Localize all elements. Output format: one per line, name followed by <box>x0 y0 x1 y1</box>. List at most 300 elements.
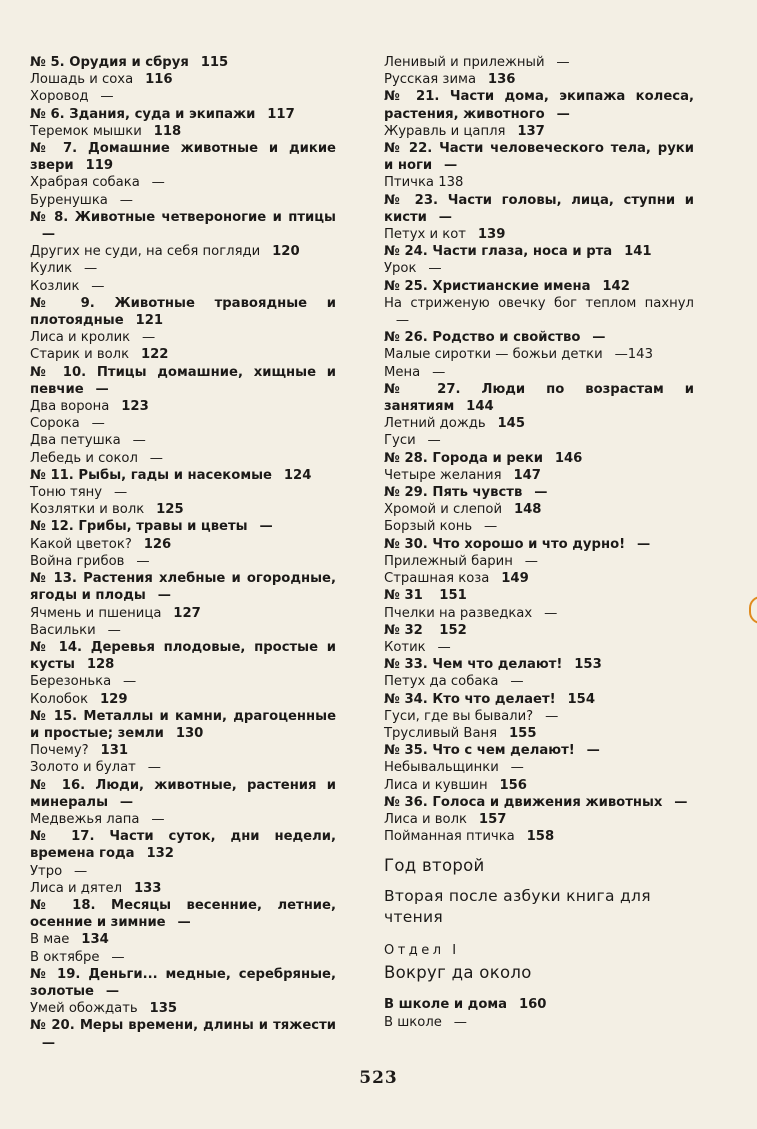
entry-number: № 16. <box>30 777 86 793</box>
entry-number: № 18. <box>30 897 96 913</box>
entry-title: Части дома, экипажа колеса, растения, животного <box>384 89 695 122</box>
toc-entry <box>384 725 694 742</box>
entry-title: Котик <box>384 639 426 655</box>
entry-page: 152 <box>439 622 467 638</box>
entry-page: 141 <box>624 244 652 260</box>
entry-page: 132 <box>146 846 174 862</box>
entry-title: Мена <box>384 364 421 380</box>
entry-dash: — <box>427 433 441 449</box>
entry-title: Города и реки <box>432 450 543 466</box>
entry-title: Лиса и кувшин <box>384 777 488 793</box>
entry-dash: — <box>84 261 98 277</box>
toc-entry <box>384 346 694 363</box>
entry-page: 125 <box>156 502 184 518</box>
toc-entry <box>384 536 694 553</box>
entry-title: В октябре <box>30 949 100 965</box>
margin-mark <box>749 596 757 624</box>
entry-title: Хромой и слепой <box>384 502 503 518</box>
toc-entry <box>30 570 336 604</box>
entry-title: Козлятки и волк <box>30 502 145 518</box>
entry-title: Животные четвероногие и птицы <box>74 209 336 225</box>
toc-entry <box>30 398 336 415</box>
page-number: 523 <box>359 1068 398 1088</box>
toc-entry <box>30 174 336 191</box>
toc-entry <box>30 71 336 88</box>
entry-dash: — <box>586 743 600 759</box>
entry-page: 135 <box>149 1001 178 1017</box>
toc-entry <box>30 467 336 484</box>
toc-entry <box>384 553 694 570</box>
entry-dash: — <box>41 227 56 243</box>
toc-entry <box>30 295 336 329</box>
entry-dash: — <box>674 794 688 810</box>
entry-dash: — <box>438 209 452 225</box>
right-column <box>384 54 694 1031</box>
entry-title: Васильки <box>30 622 96 638</box>
entry-dash: — <box>149 450 163 466</box>
entry-number: № 19. <box>30 966 81 982</box>
toc-entry <box>30 346 336 363</box>
entry-title: Какой цветок? <box>30 536 132 552</box>
entry-number: № 31 <box>384 588 423 604</box>
entry-number: № 17. <box>30 829 95 845</box>
entry-number: № 21. <box>384 89 440 105</box>
toc-entry <box>30 880 336 897</box>
toc-entry <box>384 71 694 88</box>
toc-entry <box>384 622 694 639</box>
entry-page: 149 <box>501 571 529 587</box>
entry-dash: — <box>432 364 446 380</box>
entry-number: № 14. <box>30 639 83 655</box>
toc-entry <box>384 54 694 71</box>
entry-number: № 7. <box>30 141 78 157</box>
entry-title: Орудия и сбруя <box>69 55 189 70</box>
entry-page: 117 <box>267 106 295 122</box>
entry-number: № 28. <box>384 450 428 466</box>
toc-entry <box>384 467 694 484</box>
toc-entry <box>30 811 336 828</box>
entry-title: Борзый конь <box>384 519 473 535</box>
toc-entry <box>30 278 336 295</box>
entry-dash: — <box>100 89 114 105</box>
entry-title: Пять чувств <box>432 485 523 501</box>
entry-title: Русская зима <box>384 72 477 88</box>
toc-entry <box>384 501 694 518</box>
entry-page: 156 <box>499 777 527 793</box>
entry-dash: — <box>395 313 410 329</box>
entry-title: Родство и свойство <box>432 330 581 346</box>
entry-title: Прилежный барин <box>384 553 513 569</box>
entry-title: Птицы домашние, хищные и певчие <box>30 364 336 397</box>
entry-title: На стриженую овечку бог теплом пахнул <box>384 295 694 311</box>
entry-title: Части глаза, носа и рта <box>432 244 613 260</box>
entry-title: Утро <box>30 863 63 879</box>
entry-title: Люди по возрастам и занятиям <box>384 381 694 415</box>
entry-title: Люди, животные, растения и минералы <box>30 777 337 810</box>
entry-dash: — <box>524 553 538 569</box>
entry-title: Лиса и кролик <box>30 330 131 346</box>
entry-title: Части человеческого тела, руки и ноги <box>384 141 694 174</box>
entry-title: Что хорошо и что дурно! <box>432 536 626 552</box>
entry-title: Золото и булат <box>30 760 136 776</box>
toc-entry <box>30 106 336 123</box>
toc-entry <box>30 415 336 432</box>
toc-entry <box>30 1000 336 1017</box>
entry-dash: — <box>510 760 524 776</box>
entry-number: № 9. <box>30 295 95 311</box>
entry-title: Козлик <box>30 278 80 294</box>
entry-dash: — <box>105 983 120 999</box>
entry-number: № 22. <box>384 141 433 157</box>
entry-title: Небывальщинки <box>384 760 499 776</box>
toc-entry <box>30 553 336 570</box>
entry-dash: — <box>142 330 156 346</box>
toc-entry <box>30 88 336 105</box>
entry-dash: — <box>119 794 134 810</box>
entry-title: Голоса и движения животных <box>432 794 663 810</box>
toc-entry <box>384 605 694 622</box>
toc-entry <box>30 931 336 948</box>
entry-dash: — <box>151 811 165 827</box>
entry-dash: — <box>637 536 651 552</box>
entry-title: Меры времени, длины и тяжести <box>79 1018 336 1034</box>
entry-number: № 29. <box>384 485 428 501</box>
toc-entry <box>384 518 694 535</box>
entry-title: Лиса и дятел <box>30 880 123 896</box>
entry-page: 121 <box>135 313 164 329</box>
toc-entry <box>384 794 694 811</box>
entry-title: Животные травоядные и плотоядные <box>30 295 336 329</box>
left-column <box>30 54 336 1052</box>
entry-number: № 6. <box>30 106 65 122</box>
toc-entry <box>30 828 336 862</box>
entry-title: Ячмень и пшеница <box>30 605 162 621</box>
entry-title: В школе и дома <box>384 997 508 1013</box>
entry-number: № 27. <box>384 381 461 397</box>
entry-page: 146 <box>554 450 583 466</box>
entry-title: В мае <box>30 932 70 948</box>
toc-entry <box>384 415 694 432</box>
toc-entry <box>30 140 336 174</box>
toc-entry <box>30 243 336 260</box>
entry-title: Гуси <box>384 433 416 449</box>
toc-entry <box>384 243 694 260</box>
toc-entry <box>30 329 336 346</box>
toc-entry <box>384 278 694 295</box>
entry-page: 145 <box>497 416 526 432</box>
entry-title: Старик и волк <box>30 347 130 363</box>
toc-entry <box>384 381 694 415</box>
toc-entry <box>384 364 694 381</box>
entry-page: 154 <box>567 691 596 707</box>
entry-title: Буренушка <box>30 192 108 208</box>
entry-dash: — <box>510 674 524 690</box>
entry-title: Лебедь и сокол <box>30 450 138 466</box>
toc-entry <box>384 484 694 501</box>
toc-entry <box>30 501 336 518</box>
toc-entry <box>384 450 694 467</box>
entry-page: 130 <box>175 725 204 741</box>
section-title: Вокруг да около <box>384 963 532 983</box>
entry-page: 115 <box>200 55 229 70</box>
entry-title: Тоню тяну <box>30 485 103 501</box>
entry-page: 158 <box>526 829 555 845</box>
entry-title: Других не суди, на себя погляди <box>30 244 261 260</box>
toc-entry <box>30 364 336 398</box>
entry-title: Страшная коза <box>384 571 490 587</box>
toc-entry <box>30 742 336 759</box>
entry-title: Два ворона <box>30 399 110 415</box>
entry-number: № 24. <box>384 244 428 260</box>
toc-entry <box>30 518 336 535</box>
entry-dash: — <box>437 639 451 655</box>
entry-number: № 34. <box>384 691 428 707</box>
entry-dash: — <box>544 605 558 621</box>
toc-entry <box>30 639 336 673</box>
entry-page: 129 <box>99 691 128 707</box>
entry-title: Домашние животные и дикие звери <box>30 141 336 174</box>
entry-dash: — <box>123 674 137 690</box>
toc-entry <box>384 777 694 794</box>
section-label: Отдел I <box>384 943 460 959</box>
toc-entry <box>30 54 336 71</box>
toc-entry <box>384 691 694 708</box>
entry-page: 127 <box>173 605 201 621</box>
entry-page: 144 <box>466 399 494 415</box>
entry-title: Умей обождать <box>30 1001 138 1017</box>
toc-entry <box>384 140 694 174</box>
toc-entry <box>30 673 336 690</box>
entry-title: Деньги... медные, серебряные, золотые <box>30 966 336 999</box>
entry-title: Кто что делает! <box>432 691 556 707</box>
entry-title: Трусливый Ваня <box>384 725 498 741</box>
entry-dash: — <box>483 519 498 535</box>
toc-entry <box>30 450 336 467</box>
right-entries <box>384 54 694 845</box>
toc-entry <box>384 639 694 656</box>
entry-title: Грибы, травы и цветы <box>78 519 248 535</box>
entry-title: Птичка 138 <box>384 175 464 191</box>
toc-entry <box>30 949 336 966</box>
toc-entry <box>384 260 694 277</box>
entry-title: Деревья плодовые, простые и кусты <box>30 639 336 673</box>
entry-title: Два петушка <box>30 433 121 449</box>
entry-dash: — <box>107 622 121 638</box>
toc-entry <box>30 1017 336 1051</box>
entry-dash: — <box>545 708 559 724</box>
entry-page: 131 <box>100 743 129 759</box>
book-heading: Вторая после азбуки книга для чтения <box>384 887 651 927</box>
toc-entry <box>30 123 336 140</box>
entry-title: Месяцы весенние, летние, осенние и зимние <box>30 897 336 931</box>
entry-page: 151 <box>439 588 467 604</box>
entry-title: Урок <box>384 261 417 277</box>
entry-number: № 12. <box>30 519 74 535</box>
entry-dash: — <box>113 485 128 501</box>
toc-entry <box>30 759 336 776</box>
entry-title: Христианские имена <box>432 278 591 294</box>
entry-title: Части головы, лица, ступни и кисти <box>384 192 694 225</box>
entry-title: Пойманная птичка <box>384 829 515 845</box>
entry-number: № 35. <box>384 743 428 759</box>
entry-page: 153 <box>574 657 602 673</box>
entry-page: 139 <box>477 227 506 243</box>
entry-number: № 33. <box>384 657 428 673</box>
entry-dash: — <box>259 519 273 535</box>
toc-entry <box>30 622 336 639</box>
toc-entry <box>30 260 336 277</box>
entry-dash: — <box>119 192 133 208</box>
entry-title: Пчелки на разведках <box>384 605 533 621</box>
entry-title: Храбрая собака <box>30 175 140 191</box>
toc-entry <box>384 673 694 690</box>
toc-entry <box>384 708 694 725</box>
entry-title: Гуси, где вы бывали? <box>384 708 534 724</box>
toc-entry <box>384 123 694 140</box>
entry-number: № 25. <box>384 278 428 294</box>
entry-dash: — <box>132 433 146 449</box>
entry-page: 137 <box>517 123 545 139</box>
toc-entry <box>30 605 336 622</box>
spacer <box>384 984 694 996</box>
toc-entry <box>384 295 694 329</box>
entry-page: 120 <box>272 244 300 260</box>
entry-page: 118 <box>153 123 182 139</box>
entry-dash: —143 <box>614 347 653 363</box>
entry-page: 133 <box>133 880 162 896</box>
entry-dash: — <box>136 553 150 569</box>
entry-page: 148 <box>513 502 542 518</box>
toc-entry <box>384 742 694 759</box>
toc-entry <box>384 587 694 604</box>
toc-entry <box>384 88 694 122</box>
toc-entry <box>30 691 336 708</box>
toc-entry <box>384 811 694 828</box>
entry-number: № 32 <box>384 622 423 638</box>
entry-number: № 5. <box>30 55 65 70</box>
entry-number: № 11. <box>30 467 74 483</box>
toc-entry <box>384 656 694 673</box>
entry-dash: — <box>556 55 570 70</box>
entry-page: 147 <box>513 467 541 483</box>
entry-dash: — <box>534 485 548 501</box>
entry-title: Здания, суда и экипажи <box>69 106 256 122</box>
entry-page: 136 <box>487 72 516 88</box>
entry-title: Четыре желания <box>384 467 502 483</box>
entry-page: 124 <box>283 467 312 483</box>
entry-number: № 20. <box>30 1018 75 1034</box>
entry-page: 119 <box>85 158 114 174</box>
entry-page: 155 <box>509 725 537 741</box>
entry-dash: — <box>147 760 161 776</box>
entry-title: Война грибов <box>30 553 125 569</box>
entry-title: Колобок <box>30 691 89 707</box>
entry-title: Малые сиротки — божьи детки <box>384 347 603 363</box>
toc-entry <box>384 226 694 243</box>
toc-entry <box>384 174 694 191</box>
entry-title: Ленивый и прилежный <box>384 55 545 70</box>
entry-dash: — <box>111 949 125 965</box>
entry-number: № 23. <box>384 192 439 208</box>
toc-entry <box>384 570 694 587</box>
toc-entry <box>30 192 336 209</box>
entry-dash: — <box>74 863 88 879</box>
entry-title: Что с чем делают! <box>432 743 575 759</box>
entry-dash: — <box>428 261 442 277</box>
entry-dash: — <box>444 158 458 174</box>
entry-number: № 15. <box>30 708 78 724</box>
entry-page: 122 <box>140 347 169 363</box>
toc-entry <box>30 966 336 1000</box>
entry-page: 116 <box>145 72 173 88</box>
entry-page: 123 <box>121 399 149 415</box>
entry-number: № 26. <box>384 330 428 346</box>
toc-entry <box>384 192 694 226</box>
entry-title: В школе <box>384 1014 442 1030</box>
toc-entry <box>384 759 694 776</box>
entry-dash: — <box>91 416 105 432</box>
entry-dash: — <box>157 588 171 604</box>
entry-title: Лошадь и соха <box>30 72 134 88</box>
entry-dash: — <box>177 915 191 931</box>
entry-title: Кулик <box>30 261 73 277</box>
entry-title: Петух да собака <box>384 674 499 690</box>
entry-title: Журавль и цапля <box>384 123 506 139</box>
toc-entry <box>384 828 694 845</box>
entry-number: № 13. <box>30 571 77 587</box>
entry-title: Лиса и волк <box>384 811 468 827</box>
entry-dash: — <box>41 1035 56 1051</box>
entry-page: 128 <box>86 657 115 673</box>
entry-title: Чем что делают! <box>432 657 563 673</box>
entry-dash: — <box>453 1014 467 1030</box>
toc-entry <box>384 329 694 346</box>
toc-entry <box>30 897 336 931</box>
entry-number: № 36. <box>384 794 428 810</box>
entry-number: № 8. <box>30 209 69 225</box>
entry-title: Хоровод <box>30 89 89 105</box>
entry-title: Березонька <box>30 674 112 690</box>
entry-title: Сорока <box>30 416 80 432</box>
toc-entry <box>30 484 336 501</box>
toc-entry <box>30 209 336 243</box>
entry-dash: — <box>91 278 105 294</box>
entry-page: 157 <box>478 811 507 827</box>
entry-dash: — <box>592 330 606 346</box>
entry-page: 160 <box>518 997 547 1013</box>
entry-page: 142 <box>602 278 630 294</box>
toc-entry <box>30 536 336 553</box>
entry-page: 134 <box>81 932 109 948</box>
toc-entry <box>30 432 336 449</box>
entry-number: № 10. <box>30 364 87 380</box>
entry-dash: — <box>151 175 165 191</box>
toc-entry <box>30 777 336 811</box>
entry-number: № 30. <box>384 536 428 552</box>
entry-title: Части суток, дни недели, времена года <box>30 829 337 862</box>
entry-title: Металлы и камни, драгоценные и простые; земли <box>30 708 337 741</box>
toc-entry <box>384 996 694 1013</box>
toc-entry <box>30 708 336 742</box>
entry-title: Рыбы, гады и насекомые <box>78 467 272 483</box>
entry-title: Теремок мышки <box>30 123 142 139</box>
entry-title: Петух и кот <box>384 227 466 243</box>
entry-title: Медвежья лапа <box>30 811 140 827</box>
toc-entry <box>384 1014 694 1031</box>
toc-entry <box>30 863 336 880</box>
entry-dash: — <box>556 106 570 122</box>
entry-title: Растения хлебные и огородные, ягоды и плоды <box>30 571 337 604</box>
